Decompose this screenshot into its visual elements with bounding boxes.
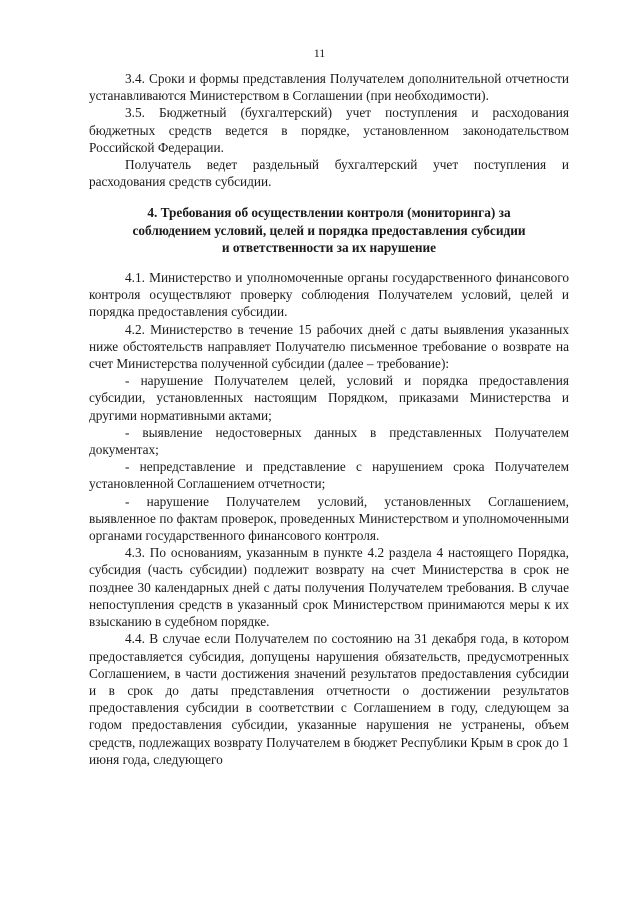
section-heading-line-3: и ответственности за их нарушение bbox=[221, 239, 437, 255]
list-item-reporting: - непредставление и представление с нарушением срока Получателем установленной Соглашением отчетности; bbox=[89, 459, 569, 492]
paragraph-4-3: 4.3. По основаниям, указанным в пункте 4.2 раздела 4 настоящего Порядка, субсидия (часть субсидии) подлежит возврату на счет Министерства в срок не позднее 30 календарных дней с даты получения Получателем требования. В случае непоступления средств в указанный срок Министерством принимаются меры к их взысканию в судебном порядке. bbox=[89, 545, 569, 630]
section-heading bbox=[89, 204, 569, 256]
paragraph-separate-accounting: Получатель ведет раздельный бухгалтерский учет поступления и расходования средств субсидии. bbox=[89, 157, 569, 190]
section-heading-line-1: 4. Требования об осуществлении контроля (мониторинга) за bbox=[147, 205, 511, 221]
list-item-violation-goals: - нарушение Получателем целей, условий и порядка предоставления субсидии, установленных настоящим Порядком, приказами Министерства и другими нормативными актами; bbox=[89, 373, 569, 423]
page-number: 11 bbox=[313, 46, 326, 60]
document-body bbox=[89, 70, 569, 768]
paragraph-4-1: 4.1. Министерство и уполномоченные органы государственного финансового контроля осуществляют проверку соблюдения Получателем условий, целей и порядка предоставления субсидии. bbox=[89, 270, 569, 320]
paragraph-3-4: 3.4. Сроки и формы представления Получателем дополнительной отчетности устанавливаются Министерством в Соглашении (при необходимости). bbox=[89, 71, 569, 104]
list-item-violation-conditions: - нарушение Получателем условий, установленных Соглашением, выявленное по фактам проверок, проведенных Министерством и уполномоченными органами государственного финансового контроля. bbox=[89, 493, 569, 544]
paragraph-4-4: 4.4. В случае если Получателем по состоянию на 31 декабря года, в котором предоставляется субсидия, допущены нарушения обязательств, предусмотренных Соглашением, в части достижения значений результатов предоставления субсидии и в срок до даты представления отчетности о достижении результатов предоставления субсидии в соответствии с Соглашением в году, следующем за годом предоставления субсидии, указанные нарушения не устранены, объем средств, подлежащих возврату Получателем в бюджет Республики Крым в срок до 1 июня года, следующего bbox=[89, 631, 569, 767]
list-item-false-data: - выявление недостоверных данных в представленных Получателем документах; bbox=[89, 424, 569, 458]
section-heading-line-2: соблюдением условий, целей и порядка предоставления субсидии bbox=[132, 222, 526, 238]
paragraph-3-5: 3.5. Бюджетный (бухгалтерский) учет поступления и расходования бюджетных средств ведется в порядке, установленном законодательством Российской Федерации. bbox=[89, 105, 569, 155]
paragraph-4-2: 4.2. Министерство в течение 15 рабочих дней с даты выявления указанных ниже обстоятельств направляет Получателю письменное требование о возврате на счет Министерства полученной субсидии (далее – требование): bbox=[89, 321, 569, 372]
